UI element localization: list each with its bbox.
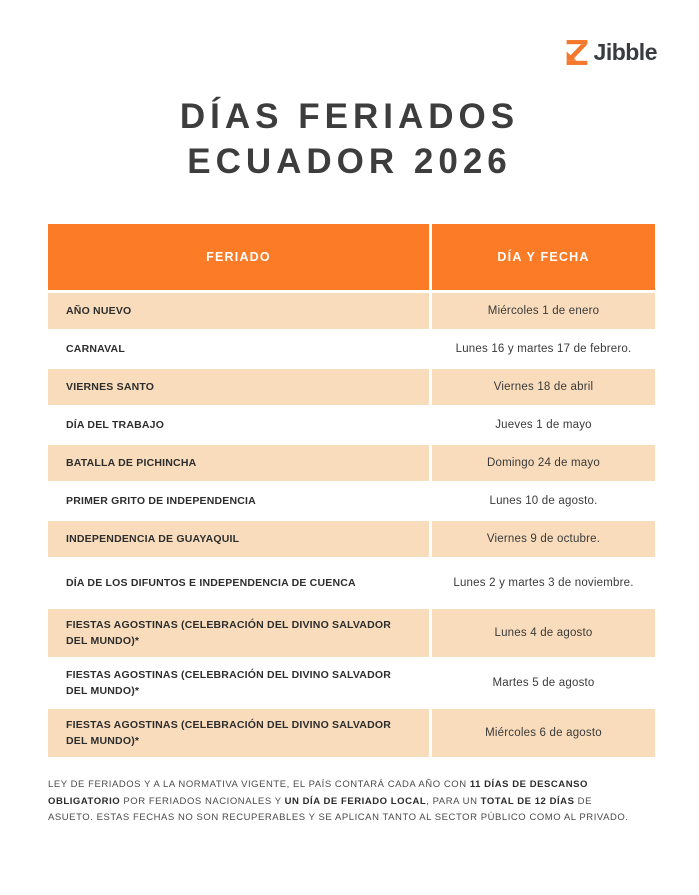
table-row bbox=[48, 709, 655, 757]
holiday-name-cell: DÍA DEL TRABAJO bbox=[48, 407, 429, 443]
jibble-logo bbox=[565, 39, 657, 66]
holiday-name-cell: INDEPENDENCIA DE GUAYAQUIL bbox=[48, 521, 429, 557]
table-row bbox=[48, 609, 655, 657]
holiday-date-cell: Viernes 18 de abril bbox=[432, 369, 655, 405]
table-row bbox=[48, 407, 655, 443]
page-title bbox=[0, 94, 699, 184]
footer-text-segment: POR FERIADOS NACIONALES Y bbox=[120, 795, 285, 807]
table-row bbox=[48, 369, 655, 405]
table-row bbox=[48, 293, 655, 329]
holiday-date-cell: Lunes 10 de agosto. bbox=[432, 483, 655, 519]
table-row bbox=[48, 445, 655, 481]
footer-text-segment: ASUETO. ESTAS FECHAS NO SON RECUPERABLES Y SE APLICAN TANTO AL SECTOR PÚBLICO COMO AL PRIVADO. bbox=[48, 812, 629, 824]
holiday-name-cell: DÍA DE LOS DIFUNTOS E INDEPENDENCIA DE CUENCA bbox=[48, 559, 429, 607]
table-row bbox=[48, 559, 655, 607]
holiday-name-cell: FIESTAS AGOSTINAS (CELEBRACIÓN DEL DIVINO SALVADOR DEL MUNDO)* bbox=[48, 709, 429, 757]
holiday-date-cell: Lunes 16 y martes 17 de febrero. bbox=[432, 331, 655, 367]
footer-text-segment: DE bbox=[574, 795, 592, 807]
holiday-date-cell: Viernes 9 de octubre. bbox=[432, 521, 655, 557]
holiday-name-cell: FIESTAS AGOSTINAS (CELEBRACIÓN DEL DIVINO SALVADOR DEL MUNDO)* bbox=[48, 609, 429, 657]
table-row bbox=[48, 331, 655, 367]
table-body bbox=[48, 293, 655, 757]
holiday-date-cell: Domingo 24 de mayo bbox=[432, 445, 655, 481]
footer-bold-segment: TOTAL DE 12 DÍAS bbox=[480, 795, 575, 807]
table-header-row bbox=[48, 224, 655, 290]
footer-legal-note bbox=[48, 777, 662, 827]
footer-bold-segment: UN DÍA DE FERIADO LOCAL bbox=[284, 795, 427, 807]
holiday-name-cell: CARNAVAL bbox=[48, 331, 429, 367]
page-title-line2: ECUADOR 2026 bbox=[187, 142, 512, 181]
page-title-line1: DÍAS FERIADOS bbox=[179, 97, 520, 136]
hourglass-icon bbox=[565, 39, 589, 66]
holiday-name-cell: FIESTAS AGOSTINAS (CELEBRACIÓN DEL DIVINO SALVADOR DEL MUNDO)* bbox=[48, 659, 429, 707]
table-row bbox=[48, 659, 655, 707]
holiday-date-cell: Miércoles 1 de enero bbox=[432, 293, 655, 329]
footer-bold-segment: OBLIGATORIO bbox=[48, 795, 121, 807]
column-header-dia-y-fecha: DÍA Y FECHA bbox=[432, 224, 655, 290]
table-row bbox=[48, 483, 655, 519]
holiday-date-cell: Lunes 2 y martes 3 de noviembre. bbox=[432, 559, 655, 607]
footer-bold-segment: 11 DÍAS DE DESCANSO bbox=[469, 779, 588, 790]
holiday-name-cell: VIERNES SANTO bbox=[48, 369, 429, 405]
holiday-date-cell: Martes 5 de agosto bbox=[432, 659, 655, 707]
holiday-name-cell: BATALLA DE PICHINCHA bbox=[48, 445, 429, 481]
holiday-table bbox=[48, 224, 655, 759]
brand-name: Jibble bbox=[593, 39, 657, 65]
column-header-feriado: FERIADO bbox=[48, 224, 429, 290]
holiday-date-cell: Lunes 4 de agosto bbox=[432, 609, 655, 657]
table-row bbox=[48, 521, 655, 557]
holiday-name-cell: PRIMER GRITO DE INDEPENDENCIA bbox=[48, 483, 429, 519]
footer-text-segment: , PARA UN bbox=[426, 795, 481, 807]
footer-text-segment: LEY DE FERIADOS Y A LA NORMATIVA VIGENTE, EL PAÍS CONTARÁ CADA AÑO CON bbox=[48, 779, 470, 790]
holiday-date-cell: Miércoles 6 de agosto bbox=[432, 709, 655, 757]
holiday-date-cell: Jueves 1 de mayo bbox=[432, 407, 655, 443]
holiday-name-cell: AÑO NUEVO bbox=[48, 293, 429, 329]
